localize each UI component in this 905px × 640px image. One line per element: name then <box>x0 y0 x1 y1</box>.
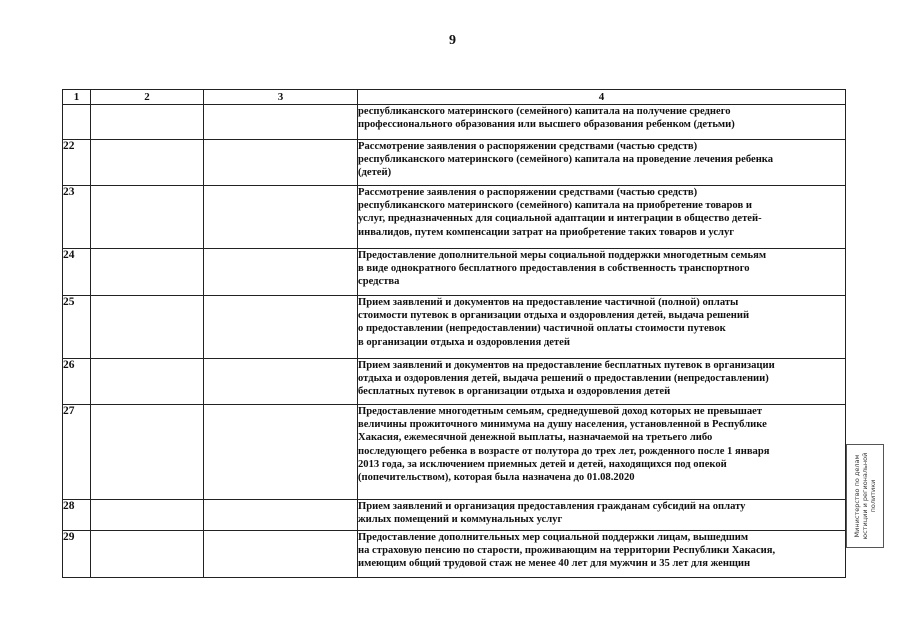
table-row <box>63 531 846 578</box>
row-number: 29 <box>63 531 91 578</box>
column-header-3: 3 <box>204 90 358 105</box>
row-column-3 <box>204 405 358 500</box>
row-column-2 <box>91 140 204 186</box>
row-description: Рассмотрение заявления о распоряжении средствами (частью средств) республиканского материнского (семейного) капитала на приобретение товаров и услуг, предназначенных для социальной адаптации и интеграции в общество детей- инвалидов, путем компенсации затрат на приобретение таких товаров и услуг <box>358 186 846 249</box>
row-column-2 <box>91 500 204 531</box>
table-header-row <box>63 90 846 105</box>
row-description: Прием заявлений и документов на предоставление частичной (полной) оплаты стоимости путевок в организации отдыха и оздоровления детей, выдача решений о предоставлении (непредоставлении) частичной оплаты стоимости путевок в организации отдыха и оздоровления детей <box>358 296 846 359</box>
row-description: Прием заявлений и документов на предоставление бесплатных путевок в организации отдыха и оздоровления детей, выдача решений о предоставлении (непредоставлении) бесплатных путевок в организации отдыха и оздоровления детей <box>358 359 846 405</box>
row-description: республиканского материнского (семейного) капитала на получение среднего профессионального образования или высшего образования ребенком (детьми) <box>358 105 846 140</box>
row-column-3 <box>204 296 358 359</box>
row-column-3 <box>204 500 358 531</box>
table-row <box>63 359 846 405</box>
column-header-2: 2 <box>91 90 204 105</box>
row-number: 26 <box>63 359 91 405</box>
row-number: 24 <box>63 249 91 296</box>
row-column-2 <box>91 531 204 578</box>
row-description: Предоставление многодетным семьям, среднедушевой доход которых не превышает величины прожиточного минимума на душу населения, установленной в Республике Хакасия, ежемесячной денежной выплаты, назначаемой на третьего либо последующего ребенка в возрасте от полутора до трех лет, рожденного после 1 января 2013 года, за исключением приемных детей и детей, находящихся под опекой (попечительством), которая была назначена до 01.08.2020 <box>358 405 846 500</box>
row-description: Предоставление дополнительных мер социальной поддержки лицам, вышедшим на страховую пенсию по старости, проживающим на территории Республики Хакасия, имеющим общий трудовой стаж не менее 40 лет для мужчин и 35 лет для женщин <box>358 531 846 578</box>
table-row <box>63 500 846 531</box>
row-column-2 <box>91 186 204 249</box>
row-number: 28 <box>63 500 91 531</box>
row-column-3 <box>204 249 358 296</box>
row-column-3 <box>204 105 358 140</box>
row-column-3 <box>204 359 358 405</box>
row-number: 22 <box>63 140 91 186</box>
row-column-2 <box>91 296 204 359</box>
row-description: Рассмотрение заявления о распоряжении средствами (частью средств) республиканского материнского (семейного) капитала на проведение лечения ребенка (детей) <box>358 140 846 186</box>
table-row <box>63 105 846 140</box>
row-column-2 <box>91 405 204 500</box>
registration-stamp <box>846 444 884 548</box>
row-column-2 <box>91 249 204 296</box>
row-column-3 <box>204 140 358 186</box>
row-description: Предоставление дополнительной меры социальной поддержки многодетным семьям в виде однократного бесплатного предоставления в собственность транспортного средства <box>358 249 846 296</box>
table-row <box>63 249 846 296</box>
page-number: 9 <box>449 33 456 48</box>
stamp-text: Министерство по делам юстиции и региональной политики <box>853 452 877 540</box>
row-number: 27 <box>63 405 91 500</box>
row-number <box>63 105 91 140</box>
table-row <box>63 405 846 500</box>
row-number: 23 <box>63 186 91 249</box>
column-header-1: 1 <box>63 90 91 105</box>
column-header-4: 4 <box>358 90 846 105</box>
table-row <box>63 296 846 359</box>
row-column-2 <box>91 359 204 405</box>
row-column-2 <box>91 105 204 140</box>
row-column-3 <box>204 186 358 249</box>
table-row <box>63 186 846 249</box>
table-row <box>63 140 846 186</box>
row-description: Прием заявлений и организация предоставления гражданам субсидий на оплату жилых помещений и коммунальных услуг <box>358 500 846 531</box>
row-column-3 <box>204 531 358 578</box>
row-number: 25 <box>63 296 91 359</box>
services-table <box>62 89 846 578</box>
